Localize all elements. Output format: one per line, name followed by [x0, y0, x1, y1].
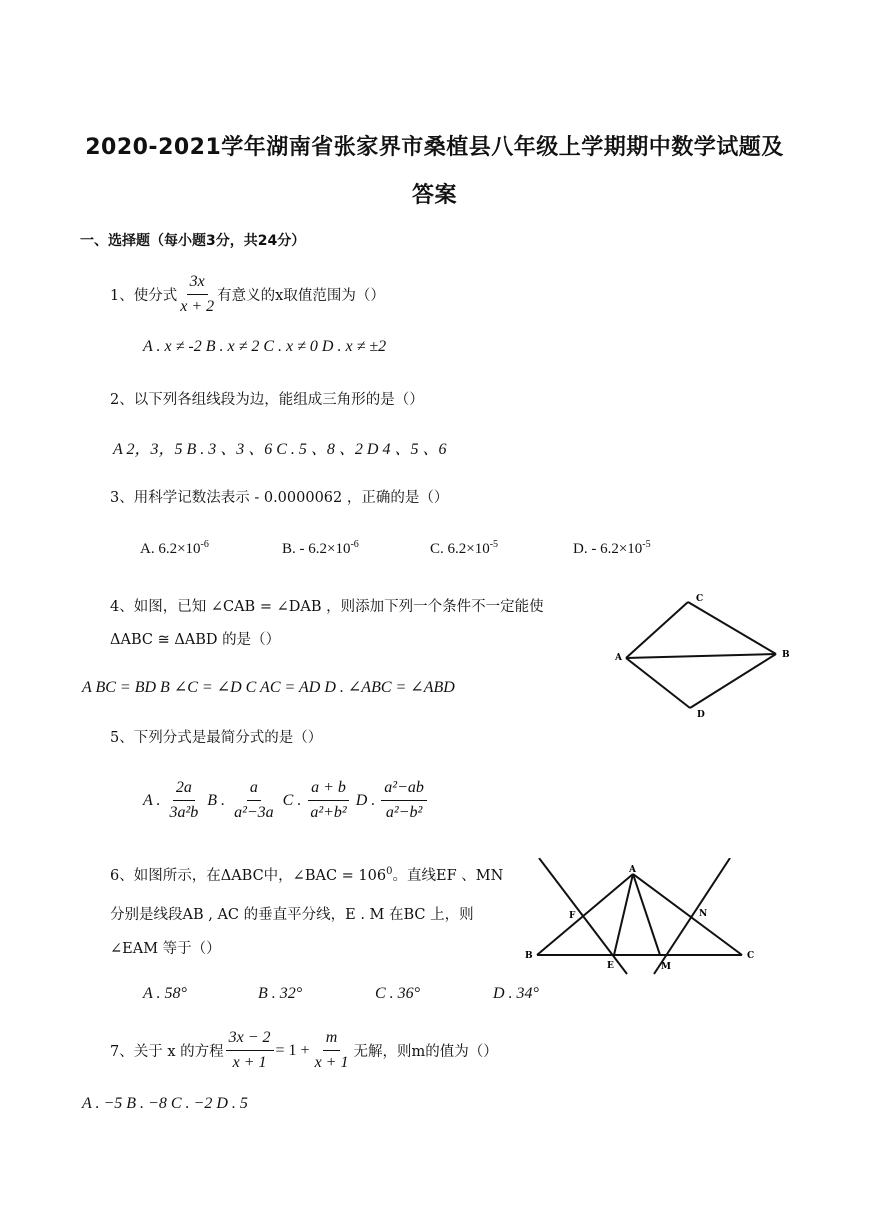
- q6-label-c: C: [747, 951, 755, 961]
- q7-middle: = 1 +: [275, 1041, 310, 1059]
- q6-label-b: B: [525, 951, 533, 961]
- q5-options: [143, 778, 427, 823]
- q1-prefix: 1、使分式: [110, 288, 178, 304]
- q3-option-d-exp: -5: [642, 539, 651, 550]
- q3-option-a: [140, 539, 209, 558]
- q4-edge-ac: [626, 602, 688, 658]
- q4-options: A BC = BD B ∠C = ∠D C AC = AD D . ∠ABC = ∠ABD: [82, 679, 455, 696]
- q4-edge-db: [690, 654, 776, 708]
- q4-edge-ab: [626, 654, 776, 658]
- q5-a-num: 2a: [173, 778, 195, 801]
- q6-line1-tail: 。直线EF 、MN: [392, 868, 504, 884]
- q7-frac1-den: x + 1: [232, 1054, 267, 1071]
- q1-fraction: [177, 272, 217, 317]
- q5-d-den: a²−b²: [385, 804, 423, 821]
- question-6-line3: ∠EAM 等于（）: [110, 941, 221, 957]
- q5-a-label: A .: [143, 791, 161, 809]
- q7-frac2-den: x + 1: [314, 1054, 349, 1071]
- q5-d-fraction: [381, 778, 427, 823]
- q7-prefix: 7、关于 x 的方程: [110, 1044, 224, 1060]
- question-6-line1: [110, 864, 503, 885]
- q6-label-f: F: [569, 911, 576, 921]
- q5-b-label: B .: [207, 791, 226, 809]
- q6-edge-ac: [633, 874, 742, 955]
- q5-d-num: a²−ab: [381, 778, 427, 801]
- q4-edge-cb: [688, 602, 776, 654]
- q7-frac1-num: 3x − 2: [226, 1028, 274, 1051]
- question-6-line2: 分别是线段AB , AC 的垂直平分线，E . M 在BC 上，则: [110, 907, 474, 923]
- question-4-line2: ΔABC ≅ ΔABD 的是（）: [110, 632, 281, 648]
- q3-option-c: [430, 539, 498, 558]
- q3-option-d-text: D. - 6.2×10: [573, 541, 643, 557]
- q6-segment-am: [633, 874, 660, 955]
- q5-b-num: a: [247, 778, 261, 801]
- q3-option-c-exp: -5: [489, 539, 499, 550]
- q6-line1-text: 6、如图所示，在ΔABC中，∠BAC = 106: [110, 868, 387, 884]
- q5-b-den: a²−3a: [234, 804, 274, 821]
- q3-option-d: [573, 539, 651, 558]
- q6-label-e: E: [607, 961, 614, 971]
- q4-figure: [610, 590, 810, 720]
- q7-fraction-2: [312, 1028, 352, 1073]
- q4-label-b: B: [782, 650, 790, 660]
- q5-c-den: a²+b²: [310, 804, 347, 821]
- section-heading: 一、选择题（每小题3分，共24分）: [80, 233, 306, 249]
- q6-line-mn: [654, 858, 730, 974]
- q5-a-den: 3a²b: [169, 804, 199, 821]
- q4-label-c: C: [696, 594, 704, 604]
- question-1: [110, 272, 385, 317]
- page-title-line2: 答案: [411, 183, 457, 208]
- q6-segment-ae: [614, 874, 633, 955]
- q5-c-fraction: [307, 778, 349, 823]
- q1-frac-den: x + 2: [180, 298, 215, 315]
- q3-option-c-text: C. 6.2×10: [430, 541, 490, 557]
- q1-suffix: 有意义的x取值范围为（）: [217, 288, 385, 304]
- q6-option-a: A . 58°: [143, 985, 187, 1002]
- q3-option-a-exp: -6: [200, 539, 209, 550]
- q6-line-ef: [539, 858, 627, 974]
- q6-edge-ba: [537, 874, 633, 955]
- q7-suffix: 无解，则m的值为（）: [353, 1044, 498, 1060]
- q5-c-num: a + b: [308, 778, 349, 801]
- q5-c-label: C .: [282, 791, 302, 809]
- question-4-line1: 4、如图，已知 ∠CAB = ∠DAB ，则添加下列一个条件不一定能使: [110, 599, 544, 615]
- q7-fraction-1: [226, 1028, 274, 1073]
- q6-option-c: C . 36°: [375, 985, 421, 1002]
- q5-a-fraction: [166, 778, 201, 823]
- q6-figure: [515, 858, 770, 978]
- page-title-line1: 2020-2021学年湖南省张家界市桑植县八年级上学期期中数学试题及: [85, 135, 784, 160]
- q3-option-b-exp: -6: [350, 539, 359, 550]
- q6-label-m: M: [661, 962, 671, 972]
- q5-d-label: D .: [355, 791, 376, 809]
- q3-option-b: [282, 539, 359, 558]
- question-2: 2、以下列各组线段为边，能组成三角形的是（）: [110, 392, 424, 408]
- q7-options: A . −5 B . −8 C . −2 D . 5: [82, 1095, 248, 1112]
- q4-label-d: D: [697, 710, 705, 720]
- q6-label-a: A: [629, 865, 636, 875]
- q2-options: A 2，3，5 B . 3 、3 、6 C . 5 、8 、2 D 4 、5 、6: [113, 441, 447, 458]
- q1-frac-num: 3x: [187, 272, 208, 295]
- q4-label-a: A: [615, 653, 622, 663]
- q4-edge-ad: [626, 658, 690, 708]
- q6-label-n: N: [699, 909, 708, 919]
- q3-option-b-text: B. - 6.2×10: [282, 541, 351, 557]
- q6-option-d: D . 34°: [493, 985, 539, 1002]
- question-7: [110, 1028, 498, 1073]
- q1-options: A . x ≠ -2 B . x ≠ 2 C . x ≠ 0 D . x ≠ ±2: [143, 338, 387, 355]
- question-3: 3、用科学记数法表示 - 0.0000062 ，正确的是（）: [110, 490, 449, 506]
- q5-b-fraction: [231, 778, 277, 823]
- q7-frac2-num: m: [323, 1028, 341, 1051]
- q6-option-b: B . 32°: [258, 985, 303, 1002]
- question-5: 5、下列分式是最简分式的是（）: [110, 730, 323, 746]
- q6-degree-sup: 0: [386, 866, 393, 878]
- q3-option-a-text: A. 6.2×10: [140, 541, 201, 557]
